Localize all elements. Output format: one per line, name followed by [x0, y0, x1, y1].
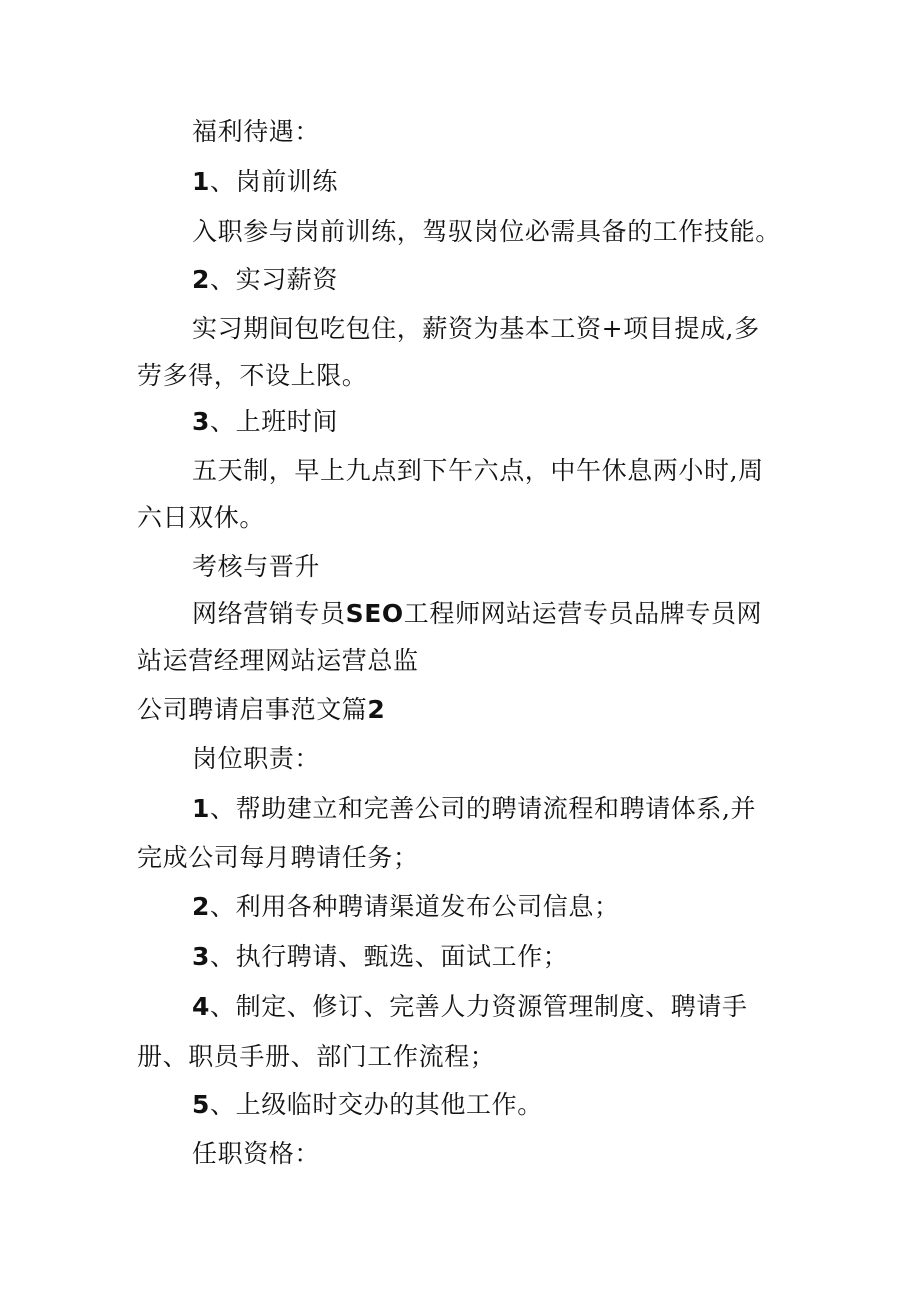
item-number: 2 — [192, 265, 210, 294]
heading-text: 任职资格： — [192, 1139, 321, 1168]
welfare-item-3-body-line-1 — [192, 453, 764, 489]
heading-text: 岗位职责： — [192, 744, 321, 773]
paragraph-text: 完成公司每月聘请任务； — [137, 843, 419, 872]
item-number: 3 — [192, 407, 210, 436]
duty-1-line-2 — [137, 840, 419, 876]
paragraph-text: 五天制，早上九点到下午六点，中午休息两小时,周 — [192, 456, 764, 485]
assessment-heading — [192, 549, 320, 585]
paragraph-text: 站运营经理网站运营总监 — [137, 646, 419, 675]
item-number: 1 — [192, 167, 210, 196]
item-title: 、实习薪资 — [210, 265, 339, 294]
welfare-item-2-body-line-2 — [137, 358, 367, 394]
welfare-heading-text: 福利待遇： — [192, 117, 321, 146]
item-number: 3 — [192, 942, 210, 971]
paragraph-text: 、执行聘请、甄选、面试工作； — [210, 942, 569, 971]
paragraph-text: 网络营销专员 — [192, 599, 346, 628]
duty-2 — [192, 889, 620, 925]
career-path-line-2 — [137, 643, 419, 679]
section-2-title — [137, 692, 385, 728]
paragraph-text: 、制定、修订、完善人力资源管理制度、聘请手 — [210, 992, 748, 1021]
seo-text: SEO — [345, 599, 404, 628]
section-title-number: 2 — [367, 695, 386, 724]
heading-text: 考核与晋升 — [192, 552, 321, 581]
paragraph-text: 、上级临时交办的其他工作。 — [210, 1090, 543, 1119]
duties-heading — [192, 741, 320, 777]
item-number: 5 — [192, 1090, 210, 1119]
welfare-item-2-title — [192, 262, 338, 298]
paragraph-text: 实习期间包吃包住，薪资为基本工资+项目提成,多 — [192, 314, 760, 343]
duty-4-line-2 — [137, 1039, 495, 1075]
career-path-line-1 — [192, 596, 762, 632]
paragraph-text: 劳多得，不设上限。 — [137, 361, 368, 390]
item-number: 2 — [192, 892, 210, 921]
item-title: 、上班时间 — [210, 407, 339, 436]
duty-3 — [192, 939, 568, 975]
welfare-item-3-title — [192, 404, 338, 440]
welfare-item-1-title — [192, 164, 338, 200]
paragraph-text: 工程师网站运营专员品牌专员网 — [403, 599, 763, 628]
paragraph-text: 六日双休。 — [137, 503, 266, 532]
duty-1-line-1 — [192, 791, 756, 827]
paragraph-text: 、利用各种聘请渠道发布公司信息； — [210, 892, 620, 921]
item-number: 1 — [192, 794, 210, 823]
welfare-heading — [192, 114, 320, 150]
section-title-text: 公司聘请启事范文篇 — [137, 695, 368, 724]
duty-5 — [192, 1087, 543, 1123]
item-number: 4 — [192, 992, 210, 1021]
welfare-item-2-body-line-1 — [192, 311, 760, 347]
duty-4-line-1 — [192, 989, 748, 1025]
paragraph-text: 册、职员手册、部门工作流程； — [137, 1042, 496, 1071]
welfare-item-3-body-line-2 — [137, 500, 265, 536]
paragraph-text: 入职参与岗前训练，驾驭岗位必需具备的工作技能。 — [192, 217, 781, 246]
welfare-item-1-body — [192, 214, 781, 250]
item-title: 、岗前训练 — [210, 167, 339, 196]
qualifications-heading — [192, 1136, 320, 1172]
paragraph-text: 、帮助建立和完善公司的聘请流程和聘请体系,并 — [210, 794, 757, 823]
